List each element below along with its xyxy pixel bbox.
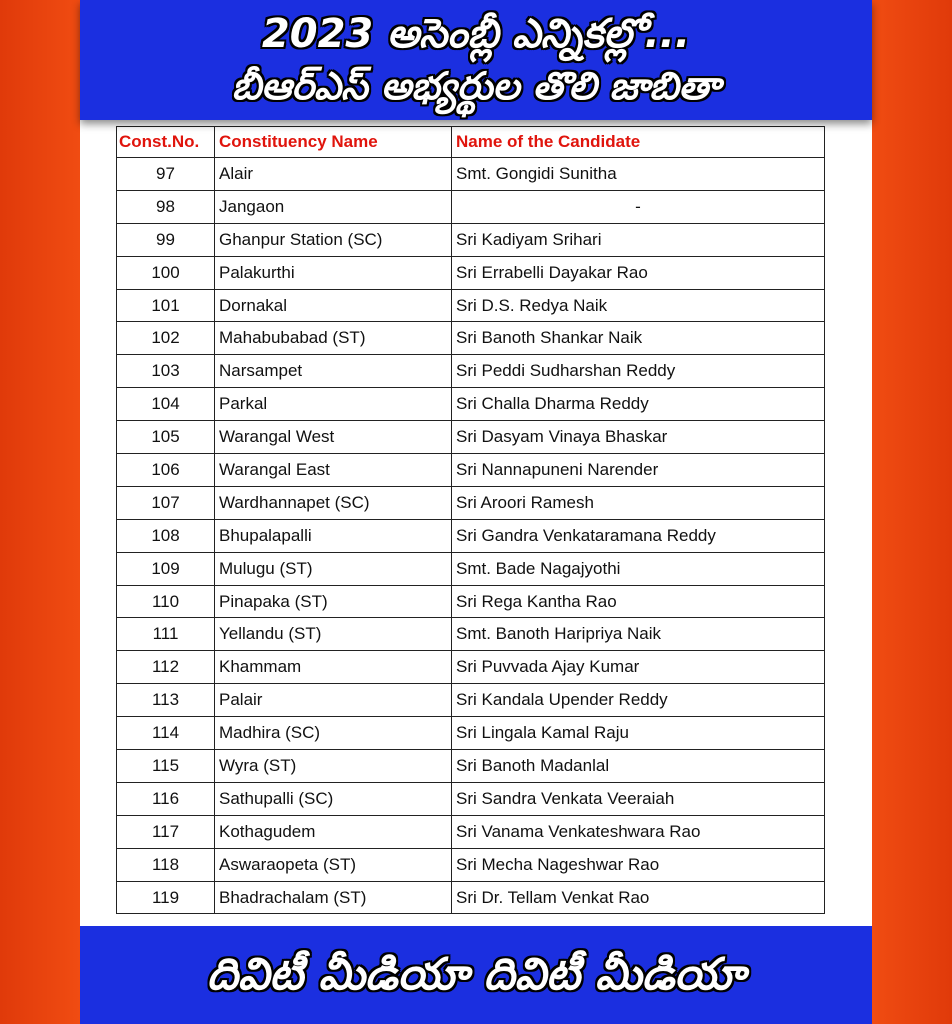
table-row bbox=[117, 717, 825, 750]
constituency-cell: Warangal East bbox=[215, 454, 452, 487]
candidate-cell: - bbox=[452, 190, 825, 223]
const-no-cell: 106 bbox=[117, 454, 215, 487]
candidate-cell: Sri Mecha Nageshwar Rao bbox=[452, 848, 825, 881]
candidate-cell: Sri Errabelli Dayakar Rao bbox=[452, 256, 825, 289]
table-row bbox=[117, 782, 825, 815]
table-row bbox=[117, 454, 825, 487]
const-no-cell: 103 bbox=[117, 355, 215, 388]
candidate-cell: Sri Banoth Shankar Naik bbox=[452, 322, 825, 355]
constituency-cell: Madhira (SC) bbox=[215, 717, 452, 750]
table-row bbox=[117, 256, 825, 289]
table-row bbox=[117, 750, 825, 783]
candidate-cell: Sri Banoth Madanlal bbox=[452, 750, 825, 783]
const-no-cell: 109 bbox=[117, 552, 215, 585]
candidate-table bbox=[116, 126, 825, 914]
constituency-cell: Narsampet bbox=[215, 355, 452, 388]
constituency-cell: Mahabubabad (ST) bbox=[215, 322, 452, 355]
table-row bbox=[117, 289, 825, 322]
const-no-cell: 111 bbox=[117, 618, 215, 651]
header-title-line2: బీఆర్ఎస్ అభ్యర్థుల తొలి జాబితా bbox=[231, 64, 721, 108]
const-no-cell: 107 bbox=[117, 486, 215, 519]
constituency-cell: Bhupalapalli bbox=[215, 519, 452, 552]
const-no-cell: 118 bbox=[117, 848, 215, 881]
constituency-cell: Jangaon bbox=[215, 190, 452, 223]
table-row bbox=[117, 815, 825, 848]
const-no-cell: 100 bbox=[117, 256, 215, 289]
candidate-cell: Sri Kadiyam Srihari bbox=[452, 223, 825, 256]
table-row bbox=[117, 322, 825, 355]
candidate-cell: Sri Aroori Ramesh bbox=[452, 486, 825, 519]
const-no-cell: 116 bbox=[117, 782, 215, 815]
column-header-candidate: Name of the Candidate bbox=[452, 127, 825, 158]
constituency-cell: Dornakal bbox=[215, 289, 452, 322]
column-header-const-no: Const.No. bbox=[117, 127, 215, 158]
header-banner bbox=[80, 0, 872, 120]
constituency-cell: Wardhannapet (SC) bbox=[215, 486, 452, 519]
table-row bbox=[117, 651, 825, 684]
table-row bbox=[117, 190, 825, 223]
constituency-cell: Yellandu (ST) bbox=[215, 618, 452, 651]
candidate-cell: Sri Gandra Venkataramana Reddy bbox=[452, 519, 825, 552]
table-row bbox=[117, 519, 825, 552]
const-no-cell: 105 bbox=[117, 421, 215, 454]
constituency-cell: Sathupalli (SC) bbox=[215, 782, 452, 815]
const-no-cell: 99 bbox=[117, 223, 215, 256]
candidate-cell: Smt. Bade Nagajyothi bbox=[452, 552, 825, 585]
constituency-cell: Alair bbox=[215, 158, 452, 191]
candidate-cell: Sri Kandala Upender Reddy bbox=[452, 684, 825, 717]
const-no-cell: 104 bbox=[117, 388, 215, 421]
const-no-cell: 115 bbox=[117, 750, 215, 783]
const-no-cell: 119 bbox=[117, 881, 215, 914]
table-row bbox=[117, 684, 825, 717]
right-orange-border bbox=[872, 0, 952, 1024]
const-no-cell: 110 bbox=[117, 585, 215, 618]
constituency-cell: Warangal West bbox=[215, 421, 452, 454]
table-row bbox=[117, 618, 825, 651]
table-header-row bbox=[117, 127, 825, 158]
table-row bbox=[117, 421, 825, 454]
constituency-cell: Pinapaka (ST) bbox=[215, 585, 452, 618]
const-no-cell: 117 bbox=[117, 815, 215, 848]
column-header-constituency: Constituency Name bbox=[215, 127, 452, 158]
candidate-cell: Sri Challa Dharma Reddy bbox=[452, 388, 825, 421]
constituency-cell: Aswaraopeta (ST) bbox=[215, 848, 452, 881]
const-no-cell: 108 bbox=[117, 519, 215, 552]
constituency-cell: Ghanpur Station (SC) bbox=[215, 223, 452, 256]
table-row bbox=[117, 388, 825, 421]
constituency-cell: Khammam bbox=[215, 651, 452, 684]
candidate-cell: Sri Dr. Tellam Venkat Rao bbox=[452, 881, 825, 914]
footer-media-text: దివిటీ మీడియా దివిటీ మీడియా bbox=[206, 949, 746, 1000]
footer-banner bbox=[80, 926, 872, 1024]
constituency-cell: Parkal bbox=[215, 388, 452, 421]
candidate-cell: Sri Vanama Venkateshwara Rao bbox=[452, 815, 825, 848]
const-no-cell: 112 bbox=[117, 651, 215, 684]
table-row bbox=[117, 486, 825, 519]
candidate-cell: Smt. Gongidi Sunitha bbox=[452, 158, 825, 191]
left-orange-border bbox=[0, 0, 80, 1024]
constituency-cell: Kothagudem bbox=[215, 815, 452, 848]
table-row bbox=[117, 848, 825, 881]
candidate-cell: Sri D.S. Redya Naik bbox=[452, 289, 825, 322]
constituency-cell: Palair bbox=[215, 684, 452, 717]
candidate-cell: Sri Dasyam Vinaya Bhaskar bbox=[452, 421, 825, 454]
candidate-cell: Sri Puvvada Ajay Kumar bbox=[452, 651, 825, 684]
candidate-cell: Sri Nannapuneni Narender bbox=[452, 454, 825, 487]
candidate-cell: Sri Sandra Venkata Veeraiah bbox=[452, 782, 825, 815]
header-title-line1: 2023 అసెంబ్లీ ఎన్నికల్లో... bbox=[261, 11, 691, 57]
const-no-cell: 114 bbox=[117, 717, 215, 750]
candidate-cell: Sri Peddi Sudharshan Reddy bbox=[452, 355, 825, 388]
table-row bbox=[117, 355, 825, 388]
const-no-cell: 97 bbox=[117, 158, 215, 191]
table-row bbox=[117, 158, 825, 191]
const-no-cell: 113 bbox=[117, 684, 215, 717]
const-no-cell: 98 bbox=[117, 190, 215, 223]
constituency-cell: Bhadrachalam (ST) bbox=[215, 881, 452, 914]
candidate-cell: Smt. Banoth Haripriya Naik bbox=[452, 618, 825, 651]
const-no-cell: 102 bbox=[117, 322, 215, 355]
constituency-cell: Mulugu (ST) bbox=[215, 552, 452, 585]
table-row bbox=[117, 585, 825, 618]
table-row bbox=[117, 552, 825, 585]
candidate-cell: Sri Rega Kantha Rao bbox=[452, 585, 825, 618]
constituency-cell: Wyra (ST) bbox=[215, 750, 452, 783]
table-row bbox=[117, 223, 825, 256]
constituency-cell: Palakurthi bbox=[215, 256, 452, 289]
table-row bbox=[117, 881, 825, 914]
candidate-cell: Sri Lingala Kamal Raju bbox=[452, 717, 825, 750]
const-no-cell: 101 bbox=[117, 289, 215, 322]
